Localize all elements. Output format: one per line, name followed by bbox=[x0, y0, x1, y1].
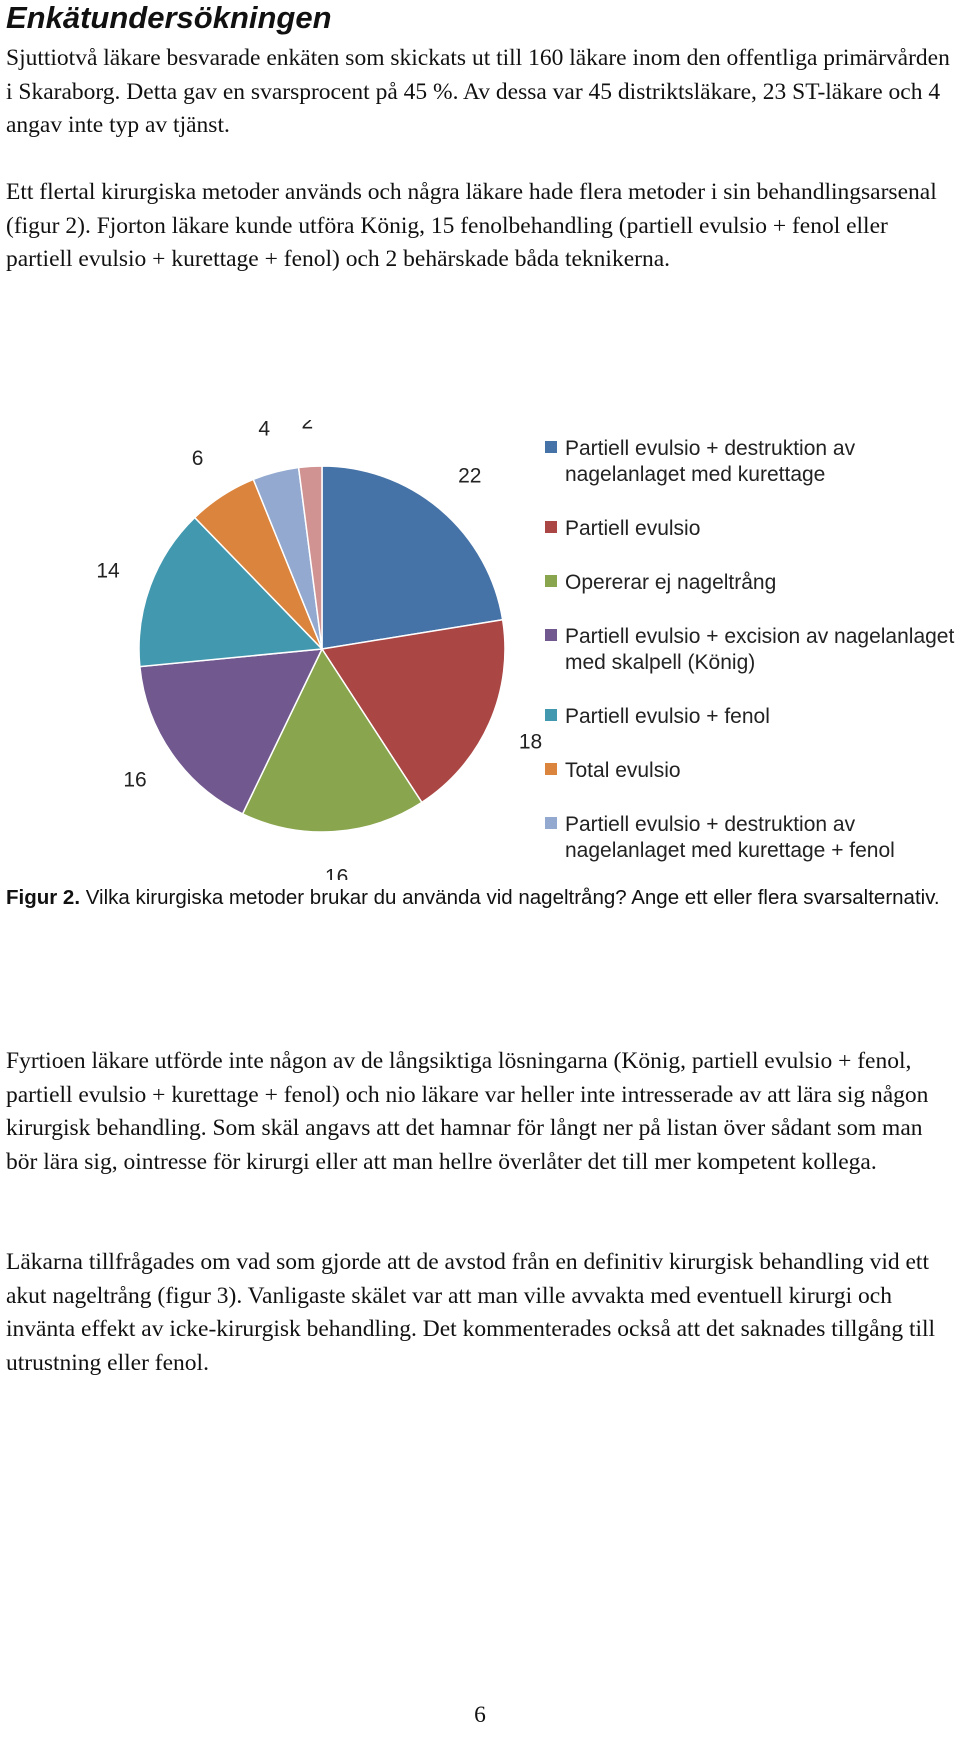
pie-value-label-2: 18 bbox=[518, 730, 543, 754]
pie-value-label-7: 4 bbox=[258, 420, 271, 441]
legend-swatch-1 bbox=[545, 441, 557, 453]
legend-swatch-4 bbox=[545, 629, 557, 641]
pie-value-label-3: 16 bbox=[324, 865, 349, 880]
pie-value-label-4: 16 bbox=[123, 768, 147, 792]
figure-caption bbox=[6, 884, 951, 912]
legend-entry-total-evulsio: Total evulsio bbox=[565, 759, 681, 782]
pie-slices bbox=[139, 466, 505, 832]
figure-caption-text: Vilka kirurgiska metoder brukar du använda vid nageltrång? Ange ett eller flera svarsalternativ. bbox=[80, 886, 940, 909]
pie-chart-svg bbox=[0, 420, 960, 880]
page-number: 6 bbox=[474, 1702, 486, 1728]
pie-value-label-6: 6 bbox=[191, 446, 204, 470]
legend-entry-partiell-evulsio: Partiell evulsio bbox=[565, 517, 701, 540]
legend-swatch-5 bbox=[545, 709, 557, 721]
section-heading: Enkätundersökningen bbox=[6, 0, 332, 35]
paragraph-intro: Sjuttiotvå läkare besvarade enkäten som skickats ut till 160 läkare inom den offentliga primärvården i Skaraborg. Detta gav en svarsprocent på 45 %. Av dessa var 45 distriktsläkare, 23 ST-läkare och 4 angav inte typ av tjänst. bbox=[6, 45, 950, 138]
pie-chart bbox=[0, 420, 960, 880]
legend-entry-partiell-evulsio-excision-av-nagelanlaget-med-skalpell-konig: Partiell evulsio + excision av nagelanlaget med skalpell (König) bbox=[565, 625, 955, 674]
figure-caption-label: Figur 2. bbox=[6, 886, 81, 909]
legend-entry-partiell-evulsio-destruktion-av-nagelanlaget-med-kurettage: Partiell evulsio + destruktion av nagelanlaget med kurettage bbox=[565, 437, 856, 486]
pie-value-label-1: 22 bbox=[458, 464, 482, 488]
legend-swatch-3 bbox=[545, 575, 557, 587]
chart-legend bbox=[545, 437, 954, 880]
pie-value-label-8: 2 bbox=[301, 420, 314, 434]
legend-entry-opererar-ej-nageltrang: Opererar ej nageltrång bbox=[565, 571, 777, 594]
paragraph-acute: Läkarna tillfrågades om vad som gjorde att de avstod från en definitiv kirurgisk behandling vid ett akut nageltrång (figur 3). Vanligaste skälet var att man ville avvakta med eventuell kirurgi och invänta effekt av icke-kirurgisk behandling. Det kommenterades också att det saknades tillgång till utrustning eller fenol. bbox=[6, 1249, 936, 1376]
legend-swatch-2 bbox=[545, 521, 557, 533]
pie-slice-1 bbox=[322, 466, 503, 649]
paragraph-long-term: Fyrtioen läkare utförde inte någon av de långsiktiga lösningarna (König, partiell evulsio + fenol, partiell evulsio + kurettage + fenol) och nio läkare var heller inte intresserade av att lära sig någon kirurgisk behandling. Som skäl angavs att det hamnar för långt ner på listan över sådant som man bör lära sig, ointresse för kirurgi eller att man hellre överlåter det till mer kompetent kollega. bbox=[6, 1048, 929, 1175]
legend-swatch-7 bbox=[545, 817, 557, 829]
pie-value-label-5: 14 bbox=[96, 559, 120, 583]
paragraph-methods: Ett flertal kirurgiska metoder används och några läkare hade flera metoder i sin behandlingsarsenal (figur 2). Fjorton läkare kunde utföra König, 15 fenolbehandling (partiell evulsio + fenol eller partiell evulsio + kurettage + fenol) och 2 behärskade båda teknikerna. bbox=[6, 179, 937, 272]
legend-entry-partiell-evulsio-destruktion-av-nagelanlaget-med-kurettage-fenol: Partiell evulsio + destruktion av nagelanlaget med kurettage + fenol bbox=[565, 813, 895, 862]
legend-entry-partiell-evulsio-fenol: Partiell evulsio + fenol bbox=[565, 705, 770, 728]
legend-swatch-6 bbox=[545, 763, 557, 775]
